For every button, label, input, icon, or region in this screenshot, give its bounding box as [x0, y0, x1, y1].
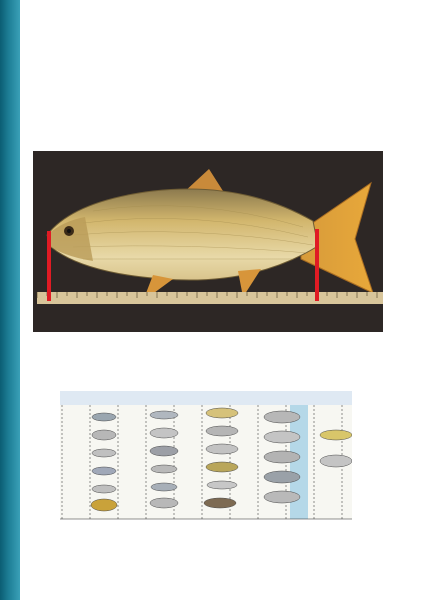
fishing-ruler-image — [60, 391, 352, 536]
fish-measurement-photo — [33, 151, 383, 332]
page-edge-band — [0, 0, 20, 600]
